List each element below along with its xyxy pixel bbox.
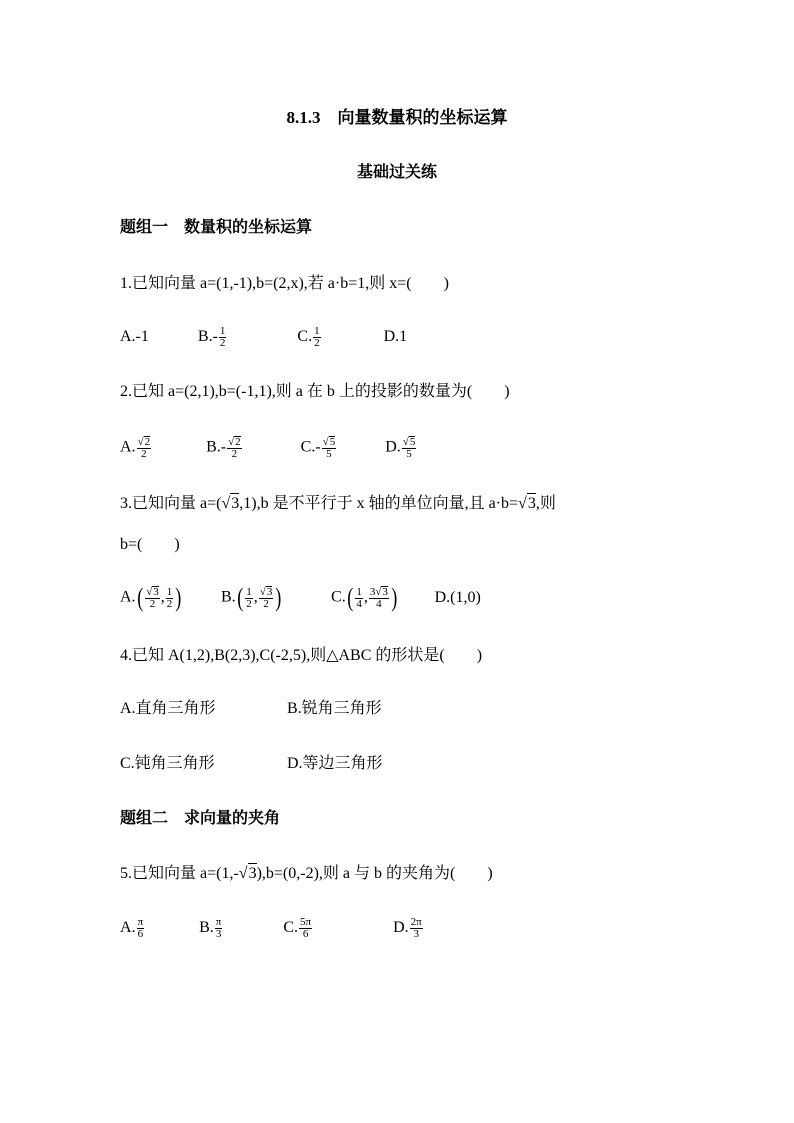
- question-4-stem: 4.已知 A(1,2),B(2,3),C(-2,5),则△ABC 的形状是( ): [120, 647, 483, 664]
- q3-c-f1-denominator: 4: [356, 597, 362, 610]
- q2-a-fraction: [137, 436, 152, 460]
- question-5-stem: 5.已知向量 a=(1,-√3),b=(0,-2),则 a 与 b 的夹角为( ): [120, 865, 493, 882]
- q3-b-f2-numerator: √3: [259, 586, 273, 598]
- q2-option-d: [385, 436, 417, 460]
- q5-option-c: [283, 917, 313, 940]
- q3-c-fraction-2: [369, 586, 389, 610]
- q2-d-radicand: 5: [409, 436, 416, 448]
- q4-option-a: A.直角三角形: [120, 700, 216, 717]
- q3-b-f1-denominator: 2: [246, 597, 252, 610]
- q3-stem-part-1: 3.已知向量 a=(: [120, 495, 222, 512]
- q3-b-prefix: B.: [220, 588, 236, 606]
- q5-a-fraction: [137, 917, 145, 940]
- q3-stem-part-3: ,则: [535, 495, 556, 512]
- q3-stem-radicand-2: 3: [527, 495, 536, 512]
- q5-option-a: [120, 917, 145, 940]
- q5-a-prefix: A.: [120, 919, 136, 937]
- q5-c-prefix: C.: [283, 919, 299, 937]
- q3-option-c: C.( $\frac{1}{4}$ , $\frac{3√3}{4}$ ): [331, 583, 398, 612]
- q1-b-numerator: 1: [219, 325, 226, 337]
- q2-a-prefix: A.: [120, 438, 136, 456]
- question-4-options-row-2: [120, 754, 383, 774]
- q2-c-radicand: 5: [329, 436, 336, 448]
- q2-d-fraction: [402, 436, 417, 460]
- q5-b-denominator: 3: [215, 928, 222, 940]
- q2-a-denominator: 2: [141, 448, 147, 460]
- question-2-stem: 2.已知 a=(2,1),b=(-1,1),则 a 在 b 上的投影的数量为( ): [120, 383, 510, 400]
- question-1-options: [120, 326, 407, 349]
- question-3-stem-line-2: b=( ): [120, 536, 180, 553]
- q3-a-right-paren: ): [175, 583, 182, 612]
- q3-option-d: D.(1,0): [434, 588, 481, 606]
- q5-b-fraction: [215, 917, 223, 940]
- q3-b-f1-numerator: 1: [246, 585, 252, 598]
- q3-a-f1-numerator: √3: [146, 586, 159, 598]
- q2-d-denominator: 5: [406, 448, 412, 460]
- q3-stem-part-2: ,1),b 是不平行于 x 轴的单位向量,且 a·b=: [239, 495, 519, 512]
- q3-b-fraction-1: [245, 587, 253, 610]
- q2-b-denominator: 2: [231, 448, 238, 460]
- q3-b-left-paren: (: [236, 583, 243, 612]
- q2-b-fraction: [227, 436, 242, 460]
- question-5-options: [120, 917, 424, 940]
- q3-a-f1-denominator: 2: [149, 598, 156, 610]
- q5-a-numerator: π: [137, 916, 144, 928]
- question-1-stem: 1.已知向量 a=(1,-1),b=(2,x),若 a·b=1,则 x=( ): [120, 275, 449, 292]
- q2-a-radicand: 2: [144, 436, 151, 448]
- q5-d-numerator: 2π: [410, 916, 422, 928]
- q3-option-a: A.( $\frac{√3}{2}$ , $\frac{1}{2}$ ): [120, 583, 182, 612]
- q5-c-fraction: [299, 917, 312, 940]
- q1-option-d: D.1: [383, 328, 408, 346]
- q1-option-b-fraction: [219, 326, 227, 349]
- q5-stem-radicand: 3: [248, 865, 257, 882]
- question-3-options: [120, 583, 481, 612]
- group-two-heading: 题组二 求向量的夹角: [120, 810, 281, 827]
- q5-a-denominator: 6: [137, 928, 144, 940]
- question-3-stem-line-1: 3.已知向量 a=(√3,1),b 是不平行于 x 轴的单位向量,且 a·b=√3,则: [120, 495, 556, 512]
- question-2-options: [120, 436, 417, 460]
- q3-a-fraction-1: [145, 586, 160, 610]
- q1-option-a: A.-1: [120, 328, 149, 346]
- q2-option-a: [120, 436, 152, 460]
- q5-stem-part-1: 5.已知向量 a=(1,-: [120, 865, 239, 882]
- q2-c-fraction: [322, 436, 337, 460]
- q1-c-denominator: 2: [314, 337, 320, 349]
- q1-option-c-prefix: C.: [297, 328, 313, 346]
- question-4-options-row-1: [120, 699, 382, 719]
- q5-c-denominator: 6: [302, 928, 309, 940]
- q2-option-b: [206, 436, 243, 460]
- q4-option-b: B.锐角三角形: [287, 700, 382, 717]
- q1-option-c-fraction: [313, 326, 321, 349]
- q3-a-f2-numerator: 1: [166, 585, 173, 598]
- q2-c-numerator: √5: [322, 436, 336, 448]
- q3-b-f2-radicand: 3: [266, 586, 273, 598]
- q2-b-numerator: √2: [228, 436, 241, 448]
- q1-c-numerator: 1: [314, 325, 320, 337]
- q3-c-f2-denominator: 4: [376, 598, 382, 610]
- q2-d-numerator: √5: [402, 436, 416, 448]
- q5-b-prefix: B.: [199, 919, 214, 937]
- q3-c-f2-radicand: 3: [382, 586, 388, 598]
- q3-a-left-paren: (: [136, 583, 143, 612]
- q2-b-radicand: 2: [235, 436, 241, 448]
- page-title: 8.1.3 向量数量积的坐标运算: [286, 108, 508, 127]
- q5-c-numerator: 5π: [300, 916, 312, 928]
- q3-c-f2-numerator: 3√3: [369, 586, 388, 598]
- q5-b-numerator: π: [215, 916, 222, 928]
- q4-option-c: C.钝角三角形: [120, 755, 215, 772]
- q5-option-d: [393, 917, 424, 940]
- q2-d-prefix: D.: [385, 438, 401, 456]
- q1-option-b-prefix: B.-: [197, 328, 218, 346]
- q3-a-prefix: A.: [120, 588, 136, 606]
- q2-c-denominator: 5: [326, 448, 332, 460]
- q3-c-left-paren: (: [346, 583, 354, 612]
- q2-option-c: [301, 436, 338, 460]
- q3-b-f2-denominator: 2: [263, 598, 269, 610]
- q3-c-right-paren: ): [391, 583, 398, 612]
- q3-a-f1-radicand: 3: [153, 586, 159, 598]
- q2-b-prefix: B.-: [206, 438, 227, 456]
- q5-stem-part-2: ),b=(0,-2),则 a 与 b 的夹角为( ): [256, 865, 493, 882]
- q3-a-f2-denominator: 2: [166, 597, 173, 610]
- q1-option-b: [198, 326, 228, 349]
- q3-option-b: B.( $\frac{1}{2}$ , $\frac{√3}{2}$ ): [220, 583, 282, 612]
- q3-c-f1-numerator: 1: [356, 585, 362, 598]
- q3-c-fraction-1: [355, 587, 363, 610]
- q5-d-denominator: 3: [413, 928, 419, 940]
- q3-b-fraction-2: [259, 586, 274, 610]
- q5-option-b: [199, 917, 223, 940]
- group-one-heading: 题组一 数量积的坐标运算: [120, 219, 313, 236]
- q3-c-prefix: C.: [331, 588, 346, 606]
- q1-option-c: [297, 326, 321, 349]
- q5-d-prefix: D.: [393, 919, 409, 937]
- q1-b-denominator: 2: [219, 337, 226, 349]
- section-subtitle: 基础过关练: [356, 164, 437, 181]
- q2-a-numerator: √2: [137, 436, 151, 448]
- q3-a-fraction-2: [166, 587, 174, 610]
- q3-stem-radicand-1: 3: [231, 495, 240, 512]
- q2-c-prefix: C.-: [300, 438, 321, 456]
- q3-b-right-paren: ): [275, 583, 282, 612]
- q5-d-fraction: [410, 917, 423, 940]
- q4-option-d: D.等边三角形: [287, 755, 383, 772]
